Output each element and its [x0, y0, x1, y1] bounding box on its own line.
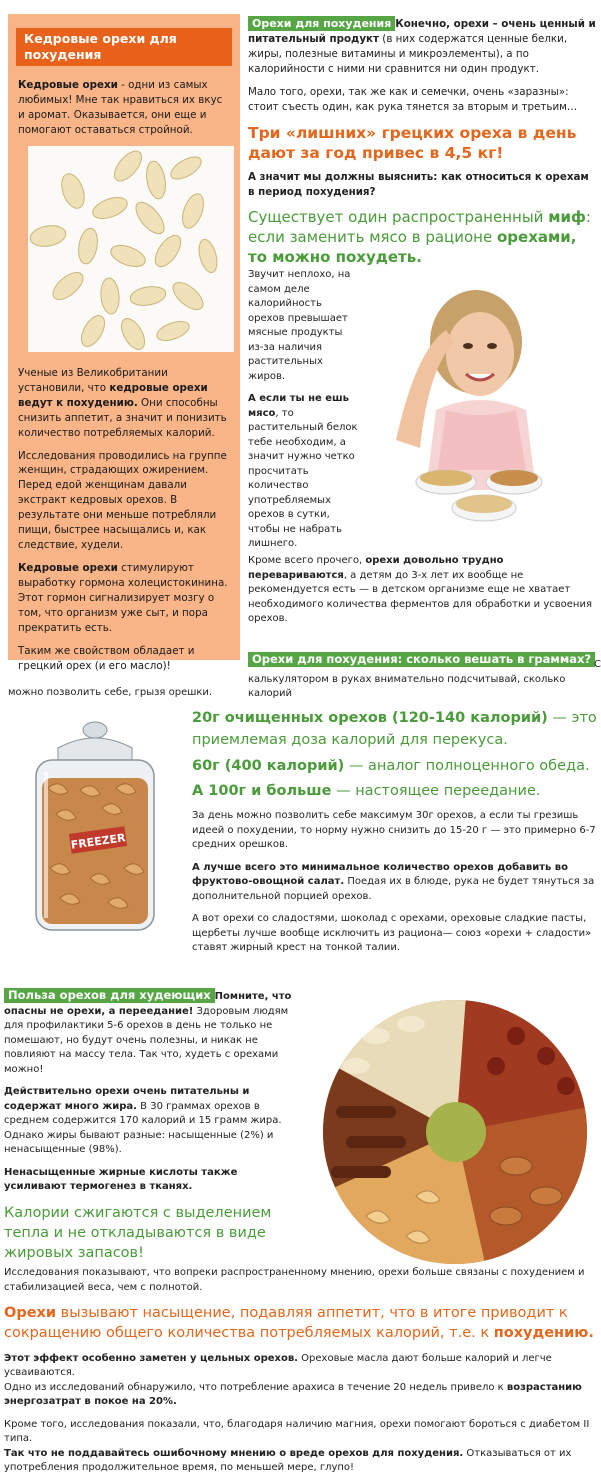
- question: А значит мы должны выяснить: как относиться к орехам в период похудения?: [248, 171, 589, 199]
- section-tag: Польза орехов для худеющих: [4, 988, 215, 1003]
- digest-paragraph: Кроме всего прочего, орехи довольно трудно перевариваются, а детям до 3-х лет их вообще не рекомендуется есть — в детском организме еще не хватает необходимого количества ферментов для обработки и усвоения орехов.: [248, 555, 592, 624]
- sidebar-paragraph: Ученые из Великобритании установили, что кедровые орехи ведут к похудению. Они способны снизить аппетит, а значит и понизить количество потребляемых калорий.: [18, 366, 227, 439]
- paragraph: Мало того, орехи, так же как и семечки, очень «заразны»: стоит съесть один, как рука тянется за вторым и третьим…: [248, 85, 578, 113]
- paragraph: Так что не поддавайтесь ошибочному мнению о вреде орехов для похудения. Отказываться от их употребления продолжительное время, по меньшей мере, глупо!: [4, 1447, 572, 1474]
- sidebar-paragraph: Кедровые орехи - одни из самых любимых! Мне так нравиться их вкус и аромат. Оказывается, они еще и помогают оставаться стройной.: [18, 79, 223, 137]
- section-grams-heading: Орехи для похудения: сколько вешать в граммах? С калькулятором в руках внимательно подсчитывай, сколько калорий: [248, 652, 601, 699]
- myth-statement: Существует один распространенный миф: если заменить мясо в рационе орехами, то можно похудеть.: [248, 208, 591, 266]
- sidebar-paragraph: Таким же свойством обладает и грецкий орех (и его масло)!: [18, 644, 195, 672]
- grams-line: А 100г и больше — настоящее переедание.: [192, 783, 541, 800]
- grams-guide: [192, 708, 600, 964]
- paragraph: За день можно позволить себе максимум 30г орехов, а если ты грезишь идеей о похудении, то норму нужно снизить до 15-20 г — это примерно 6-7 средних орешков.: [192, 810, 596, 850]
- green-quote: Калории сжигаются с выделением тепла и не откладываются в виде жировых запасов!: [4, 1204, 272, 1262]
- section-tag: Орехи для похудения: [248, 16, 395, 31]
- paragraph: Исследования показывают, что вопреки распространенному мнению, орехи больше связаны с похудением и стабилизацией веса, чем с полнотой.: [4, 1267, 585, 1293]
- section-intro: Орехи для похудения Конечно, орехи – очень ценный и питательный продукт (в них содержатся ценные белки, жиры, полезные витамины и микроэлементы), а по калорийности с ними ни сравнится ни один продукт. Мало того, орехи, так же как и семечки, очень «заразны»: стоит съесть один, как рука тянется за вторым и третьим… Три «лишних» грецких ореха в день дают за год привес в 4,5 кг! А значит мы должны выяснить: как относиться к орехам в период похудения? Существует один распространенный миф: если заменить мясо в рационе орехами, то можно похудеть.: [248, 17, 596, 266]
- mixed-nuts-image: [316, 996, 594, 1268]
- section-benefits-bottom: [4, 1266, 596, 1484]
- paragraph: Кроме того, исследования показали, что, благодаря наличию магния, орехи помогают бороться с диабетом II типа.: [4, 1418, 590, 1445]
- sidebar-paragraph: Кедровые орехи стимулируют выработку гормона холецистокинина. Этот гормон сигнализирует мозгу о том, что организм уже сыт, и пора прекратить есть.: [18, 562, 228, 634]
- sidebar-panel: [8, 14, 240, 672]
- woman-with-nuts-image: [376, 270, 550, 532]
- narrow-text-column: [248, 268, 360, 560]
- paragraph: А если ты не ешь мясо, то растительный белок тебе необходим, а значит нужно четко просчитать количество употребляемых орехов в сутки, чтобы не набрать лишнего.: [248, 393, 358, 549]
- pine-nuts-image: [28, 146, 234, 352]
- sidebar-title: Кедровые орехи для похудения: [16, 28, 232, 66]
- paragraph: А лучше всего это минимальное количество орехов добавить во фруктово-овощной салат. Поедая их в блюде, рука не будет тянуться за дополнительной порцией орехов.: [192, 861, 595, 902]
- paragraph: Ненасыщенные жирные кислоты также усиливают термогенез в тканях.: [4, 1166, 238, 1192]
- sidebar-paragraph: Исследования проводились на группе женщин, страдающих ожирением. Перед едой женщинам давали экстракт кедровых орехов. В результате они меньше потребляли пищи, быстрее насыщались и, как следствие, худели.: [18, 449, 227, 552]
- section-benefits: Польза орехов для худеющих Помните, что опасны не орехи, а переедание! Здоровым людям для профилактики 5-6 орехов в день не только не помешают, но будут очень полезны, и никак не повлияют на массу тела. Так что, худеть с орехами можно! Действительно орехи очень питательны и содержат много жира. В 30 граммах орехов в среднем содержится 170 калорий и 15 грамм жира. Однако жиры бывают разные: насыщенные (2%) и ненасыщенные (98%). Ненасыщенные жирные кислоты также усиливают термогенез в тканях. Калории сжигаются с выделением тепла и не откладываются в виде жировых запасов!: [4, 988, 300, 1269]
- paragraph: А вот орехи со сладостями, шоколад с орехами, ореховые сладкие пасты, щербеты лучше вообще исключить из рациона— союз «орехи + сладости» ставят жирный крест на тонкой талии.: [192, 913, 592, 953]
- text-line: можно позволить себе, грызя орешки.: [8, 687, 213, 698]
- paragraph: Действительно орехи очень питательны и содержат много жира. В 30 граммах орехов в среднем содержится 170 калорий и 15 грамм жира. Однако жиры бывают разные: насыщенные (2%) и ненасыщенные (98%).: [4, 1086, 282, 1155]
- satiety-statement: Орехи вызывают насыщение, подавляя аппетит, что в итоге приводит к сокращению общего количества потребляемых калорий, т.е. к похудению.: [4, 1305, 594, 1342]
- headline: Три «лишних» грецких ореха в день дают за год привес в 4,5 кг!: [248, 123, 577, 163]
- cashew-jar-image: [20, 718, 170, 938]
- jar-label: FREEZER: [70, 831, 127, 852]
- section-tag: Орехи для похудения: сколько вешать в граммах?: [248, 652, 595, 667]
- paragraph: Звучит неплохо, на самом деле калорийность орехов превышает мясные продукты из-за наличия растительных жиров.: [248, 269, 351, 382]
- paragraph: Одно из исследований обнаружило, что потребление арахиса в течение 20 недель привело к возрастанию энергозатрат в покое на 20%.: [4, 1381, 582, 1408]
- paragraph: Этот эффект особенно заметен у цельных орехов. Ореховые масла дают больше калорий и легче усваиваются.: [4, 1352, 552, 1379]
- grams-line: 60г (400 калорий) — аналог полноценного обеда.: [192, 757, 590, 774]
- grams-line: 20г очищенных орехов (120-140 калорий) — это приемлемая доза калорий для перекуса.: [192, 710, 597, 748]
